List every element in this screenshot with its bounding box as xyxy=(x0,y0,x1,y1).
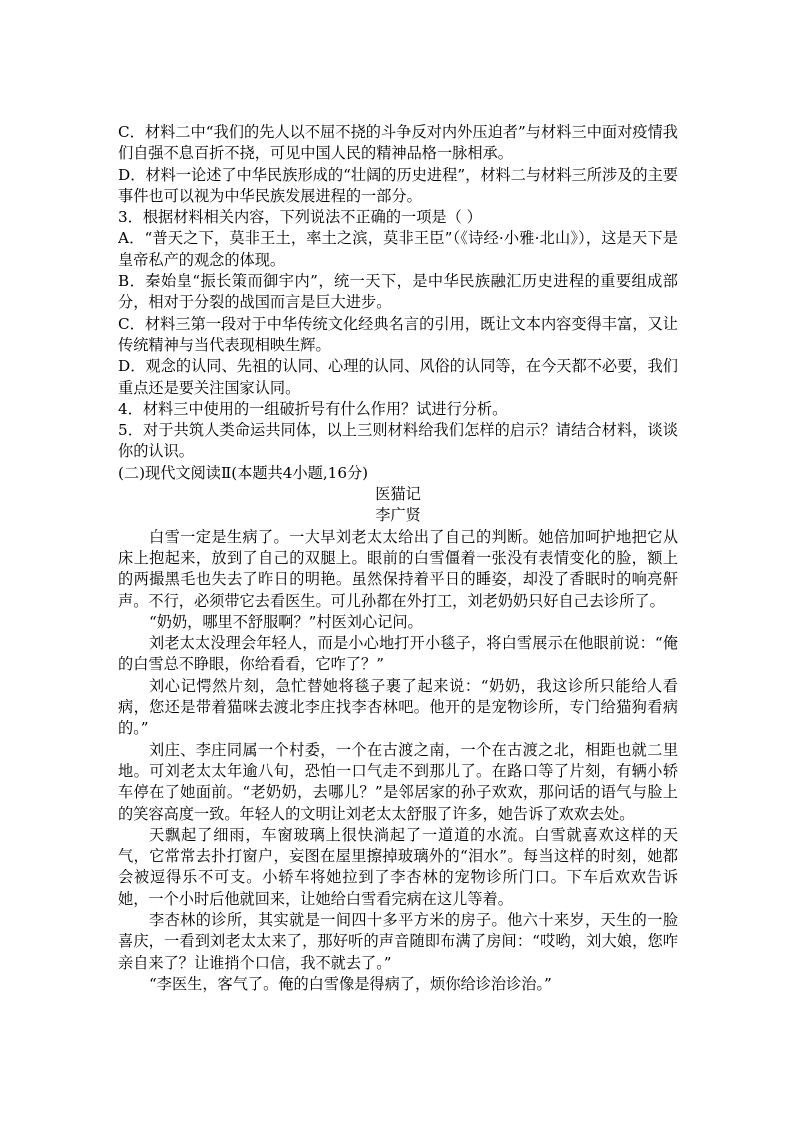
question-4: 4．材料三中使用的一组破折号有什么作用？试进行分析。 xyxy=(118,399,508,418)
story-paragraph: 李杏林的诊所，其实就是一间四十多平方米的房子。他六十来岁，天生的一脸喜庆，一看到刘老太太来了，那好听的声音随即布满了房间：“哎哟，刘大娘，您咋亲自来了？让谁捎个口信，我不就去了。” xyxy=(118,910,678,972)
question-3-option-a: A．“普天之下，莫非王土，率土之滨，莫非王臣”（《诗经·小雅·北山》），这是天下是皇帝私产的观念的体现。 xyxy=(118,229,678,269)
document-page xyxy=(118,122,678,995)
story-paragraph: 天飘起了细雨，车窗玻璃上很快淌起了一道道的水流。白雪就喜欢这样的天气，它常常去扑打窗户，妄图在屋里擦掉玻璃外的“泪水”。每当这样的时刻，她都会被逗得乐不可支。小轿车将她拉到了李杏林的宠物诊所门口。下车后欢欢告诉她，一个小时后他就回来，让她给白雪看完病在这儿等着。 xyxy=(118,825,678,908)
story-title: 医猫记 xyxy=(375,485,421,504)
story-paragraph: 白雪一定是生病了。一大早刘老太太给出了自己的判断。她倍加呵护地把它从床上抱起来，放到了自己的双腿上。眼前的白雪僵着一张没有表情变化的脸，额上的两撮黑毛也失去了昨日的明艳。虽然保持着平日的睡姿，却没了香眠时的响亮鼾声。不行，必须带它去看医生。可儿孙都在外打工，刘老奶奶只好自己去诊所了。 xyxy=(118,527,678,610)
question-3-option-d: D．观念的认同、先祖的认同、心理的认同、风俗的认同等，在今天都不必要，我们重点还是要关注国家认同。 xyxy=(118,357,678,397)
story-paragraph: 刘老太太没理会年轻人，而是小心地打开小毯子，将白雪展示在他眼前说：“俺的白雪总不睁眼，你给看看，它咋了？” xyxy=(118,634,678,674)
story-paragraph: “李医生，客气了。俺的白雪像是得病了，烦你给诊治诊治。” xyxy=(149,974,552,993)
question-5: 5．对于共筑人类命运共同体，以上三则材料给我们怎样的启示？请结合材料，谈谈你的认识。 xyxy=(118,421,678,461)
option-q2-d: D．材料一论述了中华民族形成的“壮阔的历史进程”，材料二与材料三所涉及的主要事件也可以视为中华民族发展进程的一部分。 xyxy=(118,165,678,205)
option-q2-c: C．材料二中“我们的先人以不屈不挠的斗争反对内外压迫者”与材料三中面对疫情我们自强不息百折不挠，可见中国人民的精神品格一脉相承。 xyxy=(118,123,678,163)
question-3-option-b: B．秦始皇“振长策而御宇内”，统一天下，是中华民族融汇历史进程的重要组成部分，相对于分裂的战国而言是巨大进步。 xyxy=(118,272,678,312)
question-3-stem: 3．根据材料相关内容，下列说法不正确的一项是（ ） xyxy=(118,208,482,227)
story-paragraph: 刘庄、李庄同属一个村委，一个在古渡之南，一个在古渡之北，相距也就二里地。可刘老太太年逾八旬，恐怕一口气走不到那儿了。在路口等了片刻，有辆小轿车停在了她面前。“老奶奶，去哪儿？”是邻居家的孙子欢欢，那问话的语气与脸上的笑容高度一致。年轻人的文明让刘老太太舒服了许多，她告诉了欢欢去处。 xyxy=(118,740,678,823)
question-3-option-c: C．材料三第一段对于中华传统文化经典名言的引用，既让文本内容变得丰富，又让传统精神与当代表现相映生辉。 xyxy=(118,314,678,354)
story-paragraph: 刘心记愕然片刻，急忙替她将毯子裹了起来说：“奶奶，我这诊所只能给人看病，您还是带着猫咪去渡北李庄找李杏林吧。他开的是宠物诊所，专门给猫狗看病的。” xyxy=(118,676,678,738)
story-author: 李广贤 xyxy=(375,506,421,525)
story-paragraph: “奶奶，哪里不舒服啊？”村医刘心记问。 xyxy=(149,612,423,631)
section-heading: (二)现代文阅读Ⅱ(本题共4小题,16分) xyxy=(118,463,369,482)
